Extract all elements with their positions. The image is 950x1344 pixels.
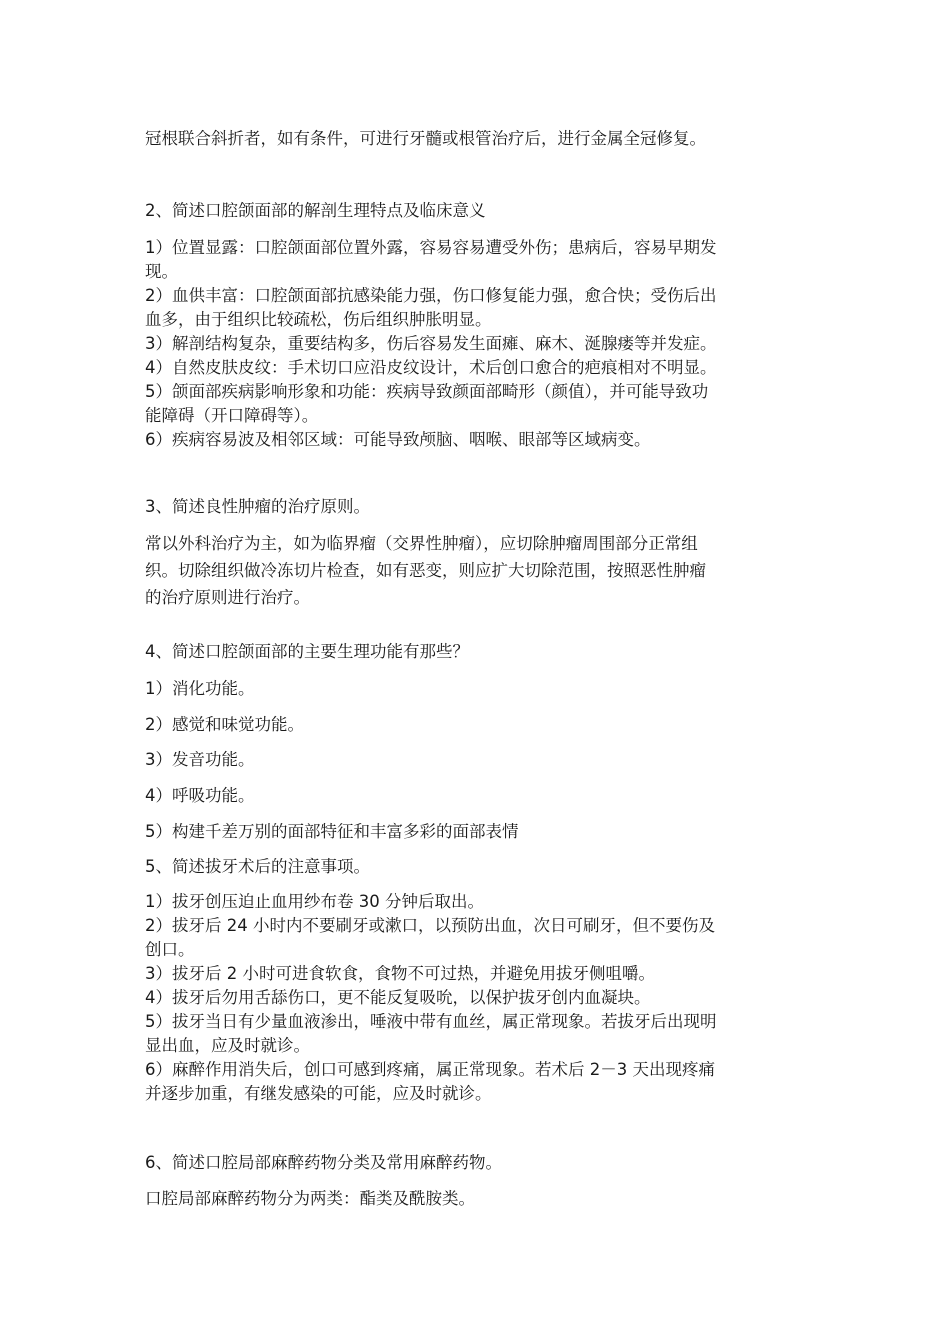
q3-line: 的治疗原则进行治疗。 <box>145 588 310 607</box>
q2-line: 6）疾病容易波及相邻区域：可能导致颅脑、咽喉、眼部等区域病变。 <box>145 430 651 449</box>
q3-line: 织。切除组织做冷冻切片检查，如有恶变，则应扩大切除范围，按照恶性肿瘤 <box>145 561 706 580</box>
q4-item: 3）发音功能。 <box>145 750 255 769</box>
q6-title: 6、简述口腔局部麻醉药物分类及常用麻醉药物。 <box>145 1153 502 1172</box>
q5-line: 5）拔牙当日有少量血液渗出，唾液中带有血丝，属正常现象。若拔牙后出现明 <box>145 1012 717 1031</box>
q2-line: 现。 <box>145 262 178 281</box>
q5-line: 并逐步加重，有继发感染的可能，应及时就诊。 <box>145 1084 492 1103</box>
q5-line: 创口。 <box>145 940 195 959</box>
q5-answer <box>145 890 810 1106</box>
q3-line: 常以外科治疗为主，如为临界瘤（交界性肿瘤），应切除肿瘤周围部分正常组 <box>145 534 698 553</box>
q3-answer <box>145 530 810 611</box>
q2-line: 血多，由于组织比较疏松，伤后组织肿胀明显。 <box>145 310 492 329</box>
q5-line: 2）拔牙后 24 小时内不要刷牙或漱口，以预防出血，次日可刷牙，但不要伤及 <box>145 916 715 935</box>
q2-line: 4）自然皮肤皮纹：手术切口应沿皮纹设计，术后创口愈合的疤痕相对不明显。 <box>145 358 717 377</box>
q5-line: 显出血，应及时就诊。 <box>145 1036 310 1055</box>
q2-line: 1）位置显露：口腔颌面部位置外露，容易容易遭受外伤；患病后，容易早期发 <box>145 238 717 257</box>
q2-line: 能障碍（开口障碍等）。 <box>145 406 319 425</box>
q5-line: 4）拔牙后勿用舌舔伤口，更不能反复吸吮，以保护拔牙创内血凝块。 <box>145 988 651 1007</box>
q4-item: 1）消化功能。 <box>145 679 255 698</box>
q5-line: 3）拔牙后 2 小时可进食软食，食物不可过热，并避免用拔牙侧咀嚼。 <box>145 964 655 983</box>
q5-line: 1）拔牙创压迫止血用纱布卷 30 分钟后取出。 <box>145 892 484 911</box>
q6-answer: 口腔局部麻醉药物分为两类：酯类及酰胺类。 <box>145 1189 475 1208</box>
q2-line: 2）血供丰富：口腔颌面部抗感染能力强，伤口修复能力强，愈合快；受伤后出 <box>145 286 717 305</box>
q4-title: 4、简述口腔颌面部的主要生理功能有那些？ <box>145 642 469 661</box>
q5-line: 6）麻醉作用消失后，创口可感到疼痛，属正常现象。若术后 2－3 天出现疼痛 <box>145 1060 715 1079</box>
intro-paragraph: 冠根联合斜折者，如有条件，可进行牙髓或根管治疗后，进行金属全冠修复。 <box>145 129 706 148</box>
q2-line: 5）颌面部疾病影响形象和功能：疾病导致颜面部畸形（颜值），并可能导致功 <box>145 382 709 401</box>
q5-title: 5、简述拔牙术后的注意事项。 <box>145 857 370 876</box>
q4-item: 4）呼吸功能。 <box>145 786 255 805</box>
q4-item: 2）感觉和味觉功能。 <box>145 715 304 734</box>
q2-answer <box>145 236 810 452</box>
q2-line: 3）解剖结构复杂，重要结构多，伤后容易发生面瘫、麻木、涎腺瘘等并发症。 <box>145 334 717 353</box>
q2-title: 2、简述口腔颌面部的解剖生理特点及临床意义 <box>145 201 486 220</box>
q4-item: 5）构建千差万别的面部特征和丰富多彩的面部表情 <box>145 822 519 841</box>
q3-title: 3、简述良性肿瘤的治疗原则。 <box>145 497 370 516</box>
